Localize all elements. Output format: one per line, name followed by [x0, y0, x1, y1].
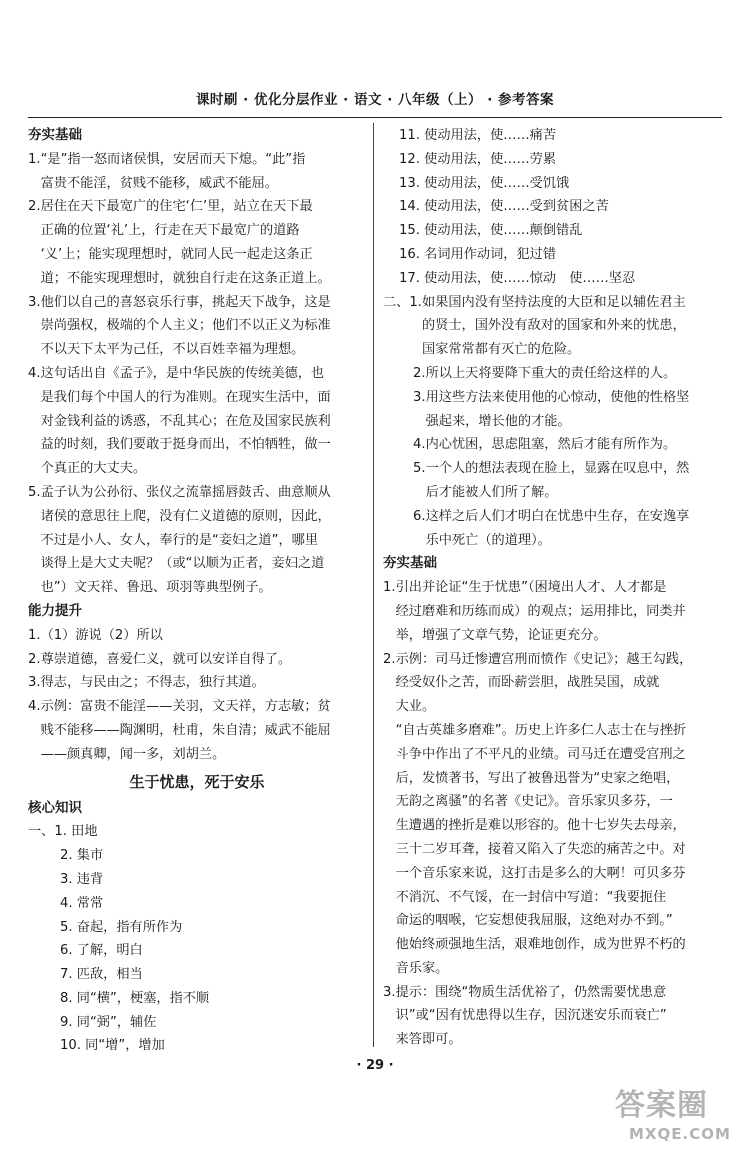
answer-item	[28, 695, 366, 766]
item-number: 1.	[383, 580, 396, 596]
vocab-item: 一、1. 田地	[28, 824, 98, 840]
watermark-logo	[615, 1088, 745, 1154]
answer-item	[28, 671, 366, 695]
vocab-item: 5. 奋起，指有所作为	[60, 919, 183, 935]
item-number: 4.	[28, 699, 41, 715]
vocab-item: 12. 使动用法，使……劳累	[399, 151, 557, 167]
watermark-logo-text: 答案圈	[615, 1088, 708, 1123]
translation-item	[383, 362, 723, 386]
item-line: 一个音乐家来说，这打击是多么的大啊！可贝多芬	[395, 865, 686, 881]
item-line: 无韵之离骚”的名著《史记》。音乐家贝多芬，一	[395, 794, 673, 810]
header-rule	[28, 117, 722, 118]
left-column	[28, 124, 366, 1058]
answer-item	[28, 291, 366, 362]
item-line: 尊崇道德，喜爱仁义，就可以安详自得了。	[40, 651, 292, 667]
item-number: 二、1.	[383, 294, 422, 310]
item-line: 的贤士，国外没有敌对的国家和外来的忧患，	[421, 318, 686, 334]
item-line: 所以上天将要降下重大的责任给这样的人。	[425, 365, 677, 381]
item-line: ——颜真卿，闻一多，刘胡兰。	[40, 746, 226, 762]
item-line: 用这些方法来使用他的心惊动，使他的性格坚	[425, 389, 690, 405]
vocab-item: 2. 集市	[60, 848, 104, 864]
translation-item	[383, 291, 723, 362]
item-line: 也”）文天祥、鲁迅、项羽等典型例子。	[40, 580, 272, 596]
page-header: 课时刷 · 优化分层作业 · 语文 · 八年级（上） · 参考答案	[195, 92, 555, 108]
item-line: 大业。	[395, 699, 436, 715]
item-line: 内心忧困，思虑阻塞，然后才能有所作为。	[425, 437, 677, 453]
section-title: 夯实基础	[383, 555, 437, 572]
section-title: 核心知识	[28, 799, 82, 816]
item-number: 2.	[413, 365, 426, 381]
item-number: 2.	[28, 651, 41, 667]
vocab-item: 13. 使动用法，使……受饥饿	[399, 175, 570, 191]
item-number: 3.	[413, 389, 426, 405]
translation-item	[383, 457, 723, 505]
translation-item	[383, 433, 723, 457]
item-line: 来答即可。	[395, 1032, 462, 1048]
item-number: 3.	[383, 984, 396, 1000]
item-line: 不以天下太平为己任，不以百姓幸福为理想。	[40, 342, 305, 358]
item-number: 1.	[28, 627, 41, 643]
section-title: 能力提升	[28, 602, 82, 619]
item-line: 三十二岁耳聋，接着又陷入了失恋的痛苦之中。对	[395, 841, 686, 857]
vocab-item: 10. 同“增”，增加	[60, 1038, 165, 1054]
item-line: 富贵不能淫，贫贱不能移，威武不能屈。	[40, 175, 278, 191]
item-number: 2.	[28, 199, 41, 215]
lesson-title: 生于忧患，死于安乐	[129, 772, 265, 791]
item-number: 6.	[413, 508, 426, 524]
item-line: “是”指一怒而诸侯惧，安居而天下熄。“此”指	[40, 151, 306, 167]
item-line: 正确的位置‘礼’上，行走在天下最宽广的道路	[40, 223, 300, 239]
item-line: 如果国内没有坚持法度的大臣和足以辅佐君主	[421, 294, 686, 310]
watermark-url: MXQE.COM	[629, 1125, 731, 1143]
item-line: 不过是小人、女人，奉行的是“妾妇之道”，哪里	[40, 532, 319, 548]
item-line: 个真正的大丈夫。	[40, 461, 147, 477]
translation-item	[383, 386, 723, 434]
item-line: 强起来，增长他的才能。	[425, 413, 571, 429]
item-line: 对金钱利益的诱惑，不乱其心；在危及国家民族利	[40, 413, 331, 429]
vocab-item: 16. 名词用作动词，犯过错	[399, 246, 557, 262]
item-line: 示例：司马迁惨遭宫刑而愤作《史记》；越王勾践，	[395, 651, 693, 667]
answer-item	[28, 148, 366, 196]
item-line: 孟子认为公孙衍、张仪之流靠摇唇鼓舌、曲意顺从	[40, 484, 331, 500]
answer-item	[28, 362, 366, 481]
item-number: 4.	[413, 437, 426, 453]
item-number: 1.	[28, 151, 41, 167]
item-line: 举，增强了文章气势，论证更充分。	[395, 627, 607, 643]
section-title: 夯实基础	[28, 127, 82, 143]
item-line: 崇尚强权，极端的个人主义；他们不以正义为标准	[40, 318, 331, 334]
item-line: 得志，与民由之；不得志，独行其道。	[40, 675, 265, 691]
item-line: 后才能被人们所了解。	[425, 484, 558, 500]
item-line: （1）游说（2）所以	[40, 627, 163, 643]
answer-item	[28, 624, 366, 648]
item-line: 识”或“因有忧患得以生存，因沉迷安乐而衰亡”	[395, 1008, 667, 1024]
item-line: 益的时刻，我们要敢于挺身而出，不怕牺牲，做一	[40, 437, 331, 453]
item-line: 引出并论证“生于忧患”（困境出人才、人才都是	[395, 580, 667, 596]
item-number: 3.	[28, 675, 41, 691]
item-number: 5.	[413, 461, 426, 477]
item-line: 生遭遇的挫折是难以形容的。他十七岁失去母亲，	[395, 818, 686, 834]
item-line: 居住在天下最宽广的住宅‘仁’里，站立在天下最	[40, 199, 313, 215]
item-line: 斗争中作出了不平凡的业绩。司马迁在遭受宫刑之	[395, 746, 686, 762]
vocab-item: 8. 同“横”，梗塞，指不顺	[60, 990, 210, 1006]
item-line: 音乐家。	[395, 960, 449, 976]
item-line: 是我们每个中国人的行为准则。在现实生活中，面	[40, 389, 331, 405]
item-line: 诸侯的意思往上爬，没有仁义道德的原则，因此，	[40, 508, 331, 524]
page-number: · 29 ·	[356, 1058, 394, 1073]
item-line: 提示：围绕“物质生活优裕了，仍然需要忧患意	[395, 984, 667, 1000]
item-number: 3.	[28, 294, 41, 310]
item-line: 乐中死亡（的道理）。	[425, 532, 551, 548]
vocab-item: 3. 违背	[60, 871, 104, 887]
item-number: 2.	[383, 651, 396, 667]
answer-item	[28, 648, 366, 672]
item-line: 不消沉、不气馁，在一封信中写道：“我要扼住	[395, 889, 667, 905]
answer-item	[28, 195, 366, 290]
item-line: “自古英雄多磨难”。历史上许多仁人志士在与挫折	[395, 722, 687, 738]
item-line: 这句话出自《孟子》，是中华民族的传统美德，也	[40, 365, 325, 381]
item-line: ‘义’上；能实现理想时，就同人民一起走这条正	[40, 246, 313, 262]
vocab-item: 15. 使动用法，使……颠倒错乱	[399, 223, 583, 239]
item-line: 他们以自己的喜怒哀乐行事，挑起天下战争，这是	[40, 294, 331, 310]
item-line: 国家常常都有灭亡的危险。	[421, 342, 581, 358]
answer-item	[383, 981, 723, 1052]
vocab-item: 7. 匹敌，相当	[60, 967, 143, 983]
vocab-item: 17. 使动用法，使……惊动 使……坚忍	[399, 270, 636, 286]
item-line: 经过磨难和历练而成）的观点；运用排比，同类并	[395, 603, 686, 619]
vocab-item: 6. 了解，明白	[60, 943, 143, 959]
translation-item	[383, 505, 723, 553]
item-line: 示例：富贵不能淫——关羽，文天祥，方志敏；贫	[40, 699, 331, 715]
item-line: 这样之后人们才明白在忧患中生存，在安逸享	[425, 508, 690, 524]
item-number: 4.	[28, 365, 41, 381]
item-line: 他始终顽强地生活，艰难地创作，成为世界不朽的	[395, 937, 686, 953]
item-line: 贱不能移——陶渊明，杜甫，朱自清；威武不能屈	[40, 722, 331, 738]
item-line: 一个人的想法表现在脸上，显露在叹息中，然	[425, 461, 690, 477]
item-number: 5.	[28, 484, 41, 500]
item-line: 谈得上是大丈夫呢？（或“以顺为正者，妾妇之道	[40, 556, 325, 572]
vocab-item: 14. 使动用法，使……受到贫困之苦	[399, 199, 609, 215]
answer-item	[383, 648, 723, 981]
item-line: 命运的咽喉，它妄想使我屈服，这绝对办不到。”	[395, 913, 673, 929]
item-line: 后，发愤著书，写出了被鲁迅誉为“史家之绝唱，	[395, 770, 680, 786]
answer-item	[28, 481, 366, 600]
column-divider	[373, 123, 374, 1047]
item-line: 经受奴仆之苦，而卧薪尝胆，战胜吴国，成就	[395, 675, 660, 691]
vocab-item: 9. 同“弼”，辅佐	[60, 1014, 157, 1030]
vocab-item: 11. 使动用法，使……痛苦	[399, 128, 557, 143]
vocab-item: 4. 常常	[60, 895, 104, 911]
answer-item	[383, 576, 723, 647]
right-column	[383, 124, 723, 1052]
item-line: 道；不能实现理想时，就独自行走在这条正道上。	[40, 270, 331, 286]
